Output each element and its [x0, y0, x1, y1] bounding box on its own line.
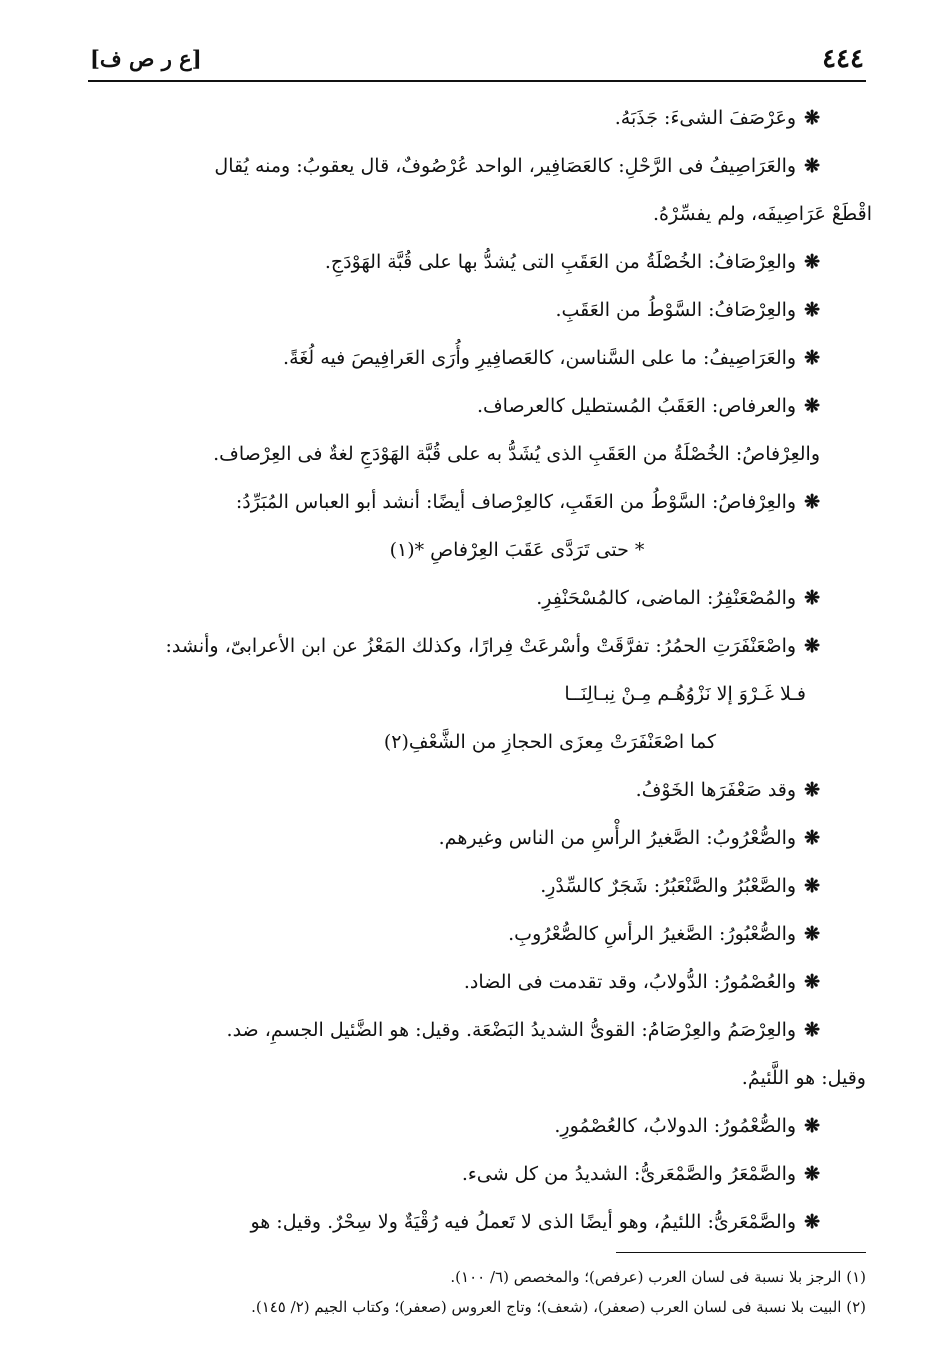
entry-line	[88, 334, 866, 382]
entry-line	[88, 1054, 866, 1102]
page-number: ٤٤٤	[822, 44, 864, 74]
entry-line	[88, 622, 866, 670]
asterisk-icon: ❋	[804, 107, 820, 129]
footnote: (١) الرجز بلا نسبة فى لسان العرب (عرفص)؛ والمخصص (٦/ ١٠٠).	[450, 1268, 866, 1286]
entry-text: والعرفاص: العَقَبُ المُستطيل كالعرصاف.	[476, 395, 797, 417]
entry-line	[88, 1006, 866, 1054]
entry-line	[88, 862, 866, 910]
entry-text: والعِرْصَمُ والعِرْصَامُ: القوىُّ الشديدُ البَضْعَة. وقيل: هو الضَّئيل الجسمِ، ضد.	[226, 1019, 797, 1041]
entry-line	[88, 958, 866, 1006]
dictionary-page	[88, 40, 872, 1316]
footnote: (٢) البيت بلا نسبة فى لسان العرب (صعفر)، (شعف)؛ وتاج العروس (صعفر)؛ وكتاب الجيم (٢/ ١٤٥).	[251, 1298, 866, 1316]
verse-line	[88, 718, 866, 766]
footnote-divider	[616, 1252, 866, 1253]
verse-line	[88, 526, 866, 574]
entry-text: وقد صَعْفَرَها الخَوْفُ.	[635, 779, 797, 801]
entry-line	[88, 574, 866, 622]
asterisk-icon: ❋	[804, 779, 820, 801]
entry-text: والعِرْصَافُ: السَّوْطُ من العَقَبِ.	[555, 299, 797, 321]
entry-text: والصُّعْبُورُ: الصَّغيرُ الرأسِ كالصُّعْرُوبِ.	[508, 923, 797, 945]
entry-text: اقْطَعْ عَرَاصِيفَه، ولم يفسِّرْهُ.	[652, 203, 872, 225]
entry-text: واصْعَنْفَرَتِ الحمُرُ: تفرَّقَتْ وأسْرعَتْ فِرارًا، وكذلك المَعْزُ عن ابن الأعرابىّ، وأنشد:	[165, 635, 797, 657]
asterisk-icon: ❋	[804, 491, 820, 513]
asterisk-icon: ❋	[804, 1019, 820, 1041]
entry-line	[88, 1150, 866, 1198]
entry-line	[88, 1198, 866, 1246]
entry-line	[88, 814, 866, 862]
asterisk-icon: ❋	[804, 395, 820, 417]
entry-line	[88, 190, 872, 238]
entry-text: والصَّمْعَرُ والصَّمْعَرىُّ: الشديدُ من كل شىء.	[461, 1163, 797, 1185]
asterisk-icon: ❋	[804, 251, 820, 273]
entry-text: والعَرَاصِيفُ: ما على السَّناسن، كالعَصافِيرِ وأُرَى العَرافِيصَ فيه لُغَةً.	[283, 347, 797, 369]
asterisk-icon: ❋	[804, 923, 820, 945]
asterisk-icon: ❋	[804, 299, 820, 321]
entry-text: والصَّعْبُرُ والصَّنْعَبُرُ: شَجَرٌ كالسِّدْرِ.	[540, 875, 797, 897]
entry-text: والصُّعْرُوبُ: الصَّغيرُ الرأْسِ من الناس وغيرهم.	[438, 827, 797, 849]
entry-text: والصُّعْمُورُ: الدولابُ، كالعُصْمُورِ.	[554, 1115, 797, 1137]
asterisk-icon: ❋	[804, 635, 820, 657]
asterisk-icon: ❋	[804, 1163, 820, 1185]
asterisk-icon: ❋	[804, 971, 820, 993]
verse-text: فـلا غَـرْوَ إلا نَزْوُهُـم مِـنْ نِبـالِنَــا	[564, 683, 806, 705]
entry-text: وقيل: هو اللَّئيمُ.	[741, 1067, 866, 1089]
asterisk-icon: ❋	[804, 347, 820, 369]
entry-line	[88, 1102, 866, 1150]
entry-line	[88, 478, 866, 526]
asterisk-icon: ❋	[804, 155, 820, 177]
entry-line	[88, 382, 866, 430]
page-header	[88, 40, 866, 82]
entry-line	[88, 430, 866, 478]
entry-text: وعَرْصَفَ الشىءَ: جَذَبَهُ.	[614, 107, 797, 129]
asterisk-icon: ❋	[804, 587, 820, 609]
entry-line	[88, 910, 866, 958]
footnotes	[88, 1262, 866, 1322]
entry-line	[88, 94, 866, 142]
asterisk-icon: ❋	[804, 875, 820, 897]
entry-text: والعَرَاصِيفُ فى الرَّحْلِ: كالعَصَافِير، الواحد عُرْصُوفٌ، قال يعقوبُ: ومنه يُقال	[214, 155, 797, 177]
entries-list	[88, 94, 872, 1246]
entry-text: والعِرْفاصُ: الخُصْلَةُ من العَقَبِ الذى يُشَدُّ به على قُبَّة الهَوْدَجِ لغةٌ فى العِرْصاف.	[213, 443, 820, 465]
asterisk-icon: ❋	[804, 827, 820, 849]
root-label: [ع ر ص ف]	[90, 46, 202, 71]
asterisk-icon: ❋	[804, 1211, 820, 1233]
verse-text: * حتى تَرَدَّى عَقَبَ العِرْفاصِ *(١)	[389, 539, 645, 561]
entry-line	[88, 286, 866, 334]
verse-line	[88, 670, 866, 718]
entry-text: والمُصْعَنْفِرُ: الماضى، كالمُسْحَنْفِرِ.	[536, 587, 797, 609]
entry-line	[88, 766, 866, 814]
asterisk-icon: ❋	[804, 1115, 820, 1137]
entry-text: والعِرْفاصُ: السَّوْطُ من العَقَبِ، كالعِرْصاف أيضًا: أنشد أبو العباس المُبَرِّدُ:	[235, 491, 797, 513]
entry-line	[88, 142, 866, 190]
entry-text: والصَّمْعَرىُّ: اللئيمُ، وهو أيضًا الذى لا تَعملُ فيه رُقْيَةٌ ولا سِحْرٌ. وقيل: هو	[250, 1211, 797, 1233]
entry-line	[88, 238, 866, 286]
entry-text: والعِرْصَافُ: الخُصْلَةُ من العَقَبِ التى يُشدُّ بها على قُبَّة الهَوْدَجِ.	[324, 251, 797, 273]
entry-text: والعُصْمُورُ: الدُّولابُ، وقد تقدمت فى الضاد.	[463, 971, 797, 993]
verse-text: كما اصْعَنْفَرَتْ مِعزَى الحجازِ من الشَّعْفِ(٢)	[383, 731, 716, 753]
